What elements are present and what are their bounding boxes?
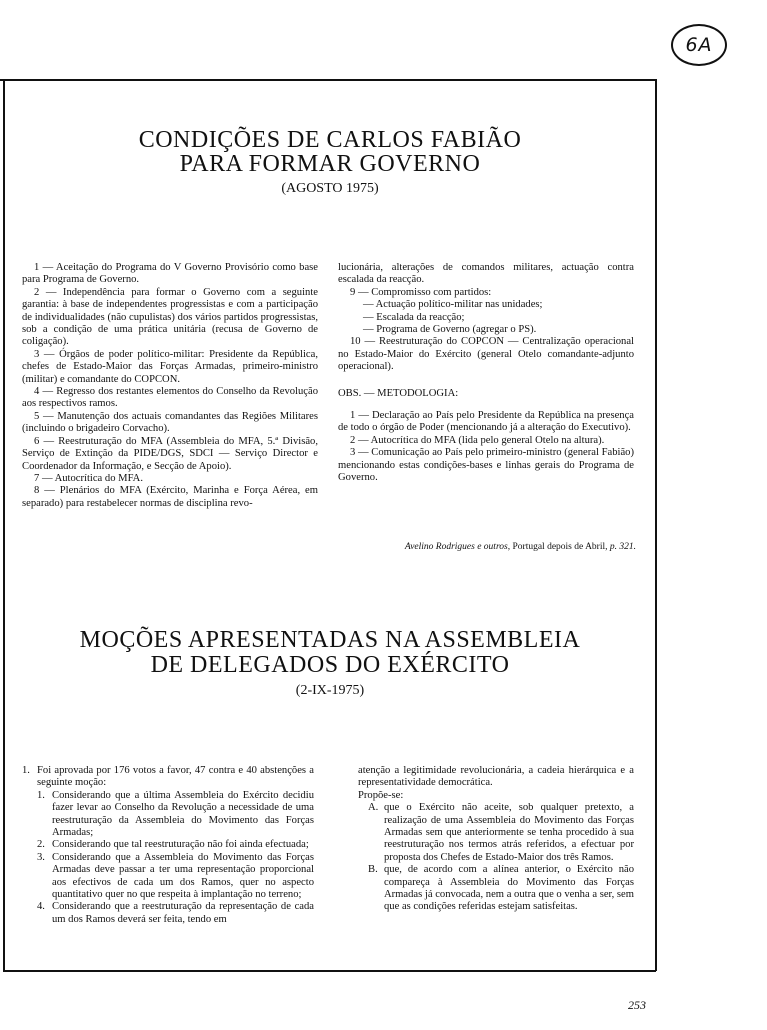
obs-item: 1 — Declaração ao País pelo Presidente da República na presença de todo o órgão de Poder (mencionando já a alteração do Executivo). <box>338 410 634 434</box>
condition-item: 1 — Aceitação do Programa do V Governo Provisório como base para Programa de Governo. <box>22 262 318 286</box>
motion-intro-text: Foi aprovada por 176 votos a favor, 47 contra e 40 abstenções a seguinte moção: <box>37 765 314 789</box>
considering-continuation: atenção a legitimidade revolucionária, a cadeia hierárquica e a representatividade democrática. <box>358 765 634 789</box>
condition-item: 6 — Reestruturação do MFA (Assembleia do MFA, 5.ª Divisão, Serviço de Extinção da PIDE/DGS, SDCI — Serviço Director e Coordenador da Informação, e Secção de Apoio). <box>22 435 318 472</box>
considering-text: Considerando que a Assembleia do Movimento das Forças Armadas deve passar a ter uma representação proporcional aos efectivos de cada um dos Ramos, quer no aspecto quantitativo quer no que respeita à implantação no terreno; <box>52 851 314 901</box>
section1-subtitle: (AGOSTO 1975) <box>281 181 379 196</box>
proposal-item <box>358 802 634 864</box>
considering-item <box>37 839 314 851</box>
citation-author: Avelino Rodrigues e outros, <box>404 542 511 552</box>
condition-item: 8 — Plenários do MFA (Exército, Marinha e Força Aérea, em separado) para restabelecer normas de disciplina revo- <box>22 485 318 509</box>
motion-number: 1. <box>22 765 30 776</box>
condition-item: 4 — Regresso dos restantes elementos do Conselho da Revolução aos respectivos ramos. <box>22 386 318 410</box>
condition-item: 7 — Autocrítica do MFA. <box>34 472 143 484</box>
proposal-text: que, de acordo com a alínea anterior, o Exército não compareça à Assembleia do Movimento das Forças Armadas já convocada, nem a outra que o venha a ser, sem que as condições referidas estejam satisfeitas. <box>384 864 634 913</box>
proposal-heading: Propõe-se: <box>358 789 404 801</box>
condition-item: 9 — Compromisso com partidos: <box>350 286 492 298</box>
section2-subtitle: (2-IX-1975) <box>295 683 365 698</box>
citation <box>356 542 636 552</box>
obs-item: 3 — Comunicação ao País pelo primeiro-ministro (general Fabião) mencionando estas condições-bases e linhas gerais do Programa de Governo. <box>338 447 634 484</box>
condition-item: 5 — Manutenção dos actuais comandantes das Regiões Militares (incluindo o brigadeiro Corvacho). <box>22 410 318 435</box>
considering-item <box>37 790 314 840</box>
frame-left-border <box>3 79 5 971</box>
considering-text: Considerando que tal reestruturação não foi ainda efectuada; <box>52 839 309 851</box>
section2-title-line1: MOÇÕES APRESENTADAS NA ASSEMBLEIA <box>79 627 581 653</box>
considering-text: Considerando que a reestruturação da representação de cada um dos Ramos deverá ser feita, tendo em <box>52 901 314 925</box>
proposal-item <box>358 864 634 914</box>
section1-title-line1: CONDIÇÕES DE CARLOS FABIÃO <box>138 127 522 153</box>
considering-number: 4. <box>37 901 45 913</box>
considering-number: 1. <box>37 789 45 801</box>
frame-top-border <box>0 79 657 81</box>
handwritten-page-tag: 6A <box>671 24 727 66</box>
condition-item: 3 — Órgãos de poder político-militar: Presidente da República, chefes de Estado-Maior das Forças Armadas, primeiro-ministro (militar) e comandante do COPCON. <box>22 348 318 385</box>
condition-item: 2 — Independência para formar o Governo com a seguinte garantia: à base de independentes progressistas e com a participação de individualidades (não cupulistas) dos vários partidos progressistas, sob a condição de uma prática unitária (recusa de Governo de coligação). <box>22 286 318 348</box>
page-number: 253 <box>628 998 646 1012</box>
section1-left-column <box>22 262 318 510</box>
condition-item: 10 — Reestruturação do COPCON — Centralização operacional no Estado-Maior do Exército (general Otelo comandante-adjunto operacional). <box>338 336 634 373</box>
considering-item <box>37 852 314 902</box>
proposal-letter: B. <box>368 864 378 876</box>
considering-text: Considerando que a última Assembleia do Exército decidiu fazer levar ao Conselho da Revolução a necessidade de uma reestruturação da Assembleia do Movimento das Forças Armadas; <box>52 789 314 839</box>
obs-heading: OBS. — METODOLOGIA: <box>338 387 459 399</box>
condition-item-continuation: lucionária, alterações de comandos militares, actuação contra escalada da reacção. <box>338 262 634 286</box>
frame-right-border <box>655 79 657 971</box>
section2-right-column <box>358 765 634 914</box>
section2-title-line2: DE DELEGADOS DO EXÉRCITO <box>150 652 510 678</box>
considering-number: 3. <box>37 851 45 863</box>
section1-right-column <box>338 262 634 485</box>
motion-intro <box>22 765 314 790</box>
section1-title-line2: PARA FORMAR GOVERNO <box>179 151 481 177</box>
frame-bottom-border <box>3 970 656 972</box>
considering-number: 2. <box>37 839 45 851</box>
section2-left-column <box>22 765 314 926</box>
proposal-letter: A. <box>368 802 379 814</box>
citation-work: Portugal depois de Abril, <box>512 542 608 552</box>
citation-page: p. 321. <box>609 542 636 552</box>
proposal-text: que o Exército não aceite, sob qualquer pretexto, a realização de uma Assembleia do Movimento das Forças Armadas sem que anteriormente se tenha procedido à sua reestruturação nos termos atrás referidos, a efectuar por proposta dos Chefes de Estado-Maior dos três Ramos. <box>384 802 634 863</box>
condition-subitem: — Programa de Governo (agregar o PS). <box>363 324 537 336</box>
considering-item <box>37 901 314 926</box>
obs-item: 2 — Autocrítica do MFA (lida pelo general Otelo na altura). <box>350 434 605 446</box>
condition-subitem: — Escalada da reacção; <box>363 311 465 323</box>
condition-subitem: — Actuação político-militar nas unidades; <box>363 299 543 311</box>
